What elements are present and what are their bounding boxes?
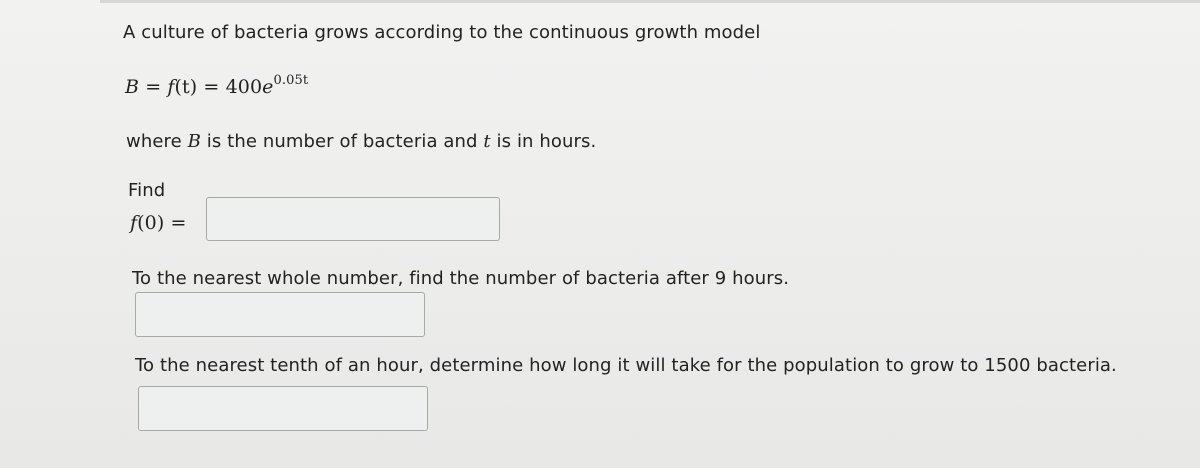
f0-label [130,212,187,234]
variable-b: B [125,76,140,98]
variable-description [126,131,596,152]
exponent: 0.05t [273,73,309,88]
equals-sign: = [139,76,168,98]
bacteria-count-answer-input[interactable] [135,292,425,337]
f0-arg: (0) [137,212,165,234]
question-time-to-1500: To the nearest tenth of an hour, determine how long it will take for the population to grow to 1500 bacteria. [135,355,1117,376]
growth-model-equation [125,73,309,98]
where-prefix: where [126,131,188,152]
where-middle: is the number of bacteria and [200,131,484,152]
f0-func: f [130,212,138,234]
top-divider [100,0,1200,3]
variable-b-ref: B [187,131,201,152]
function-arg: (t) [174,76,198,98]
coefficient: 400 [225,76,263,98]
find-label: Find [128,180,166,201]
variable-t-ref: t [483,131,491,152]
base-e: e [262,76,274,98]
f0-equals: = [164,212,187,234]
problem-intro: A culture of bacteria grows according to the continuous growth model [123,22,761,43]
time-answer-input[interactable] [138,386,428,431]
f0-answer-input[interactable] [206,197,500,241]
function-f: f [167,76,175,98]
question-bacteria-after-9-hours: To the nearest whole number, find the number of bacteria after 9 hours. [132,268,790,289]
equals-sign-2: = [197,76,226,98]
where-suffix: is in hours. [490,131,597,152]
